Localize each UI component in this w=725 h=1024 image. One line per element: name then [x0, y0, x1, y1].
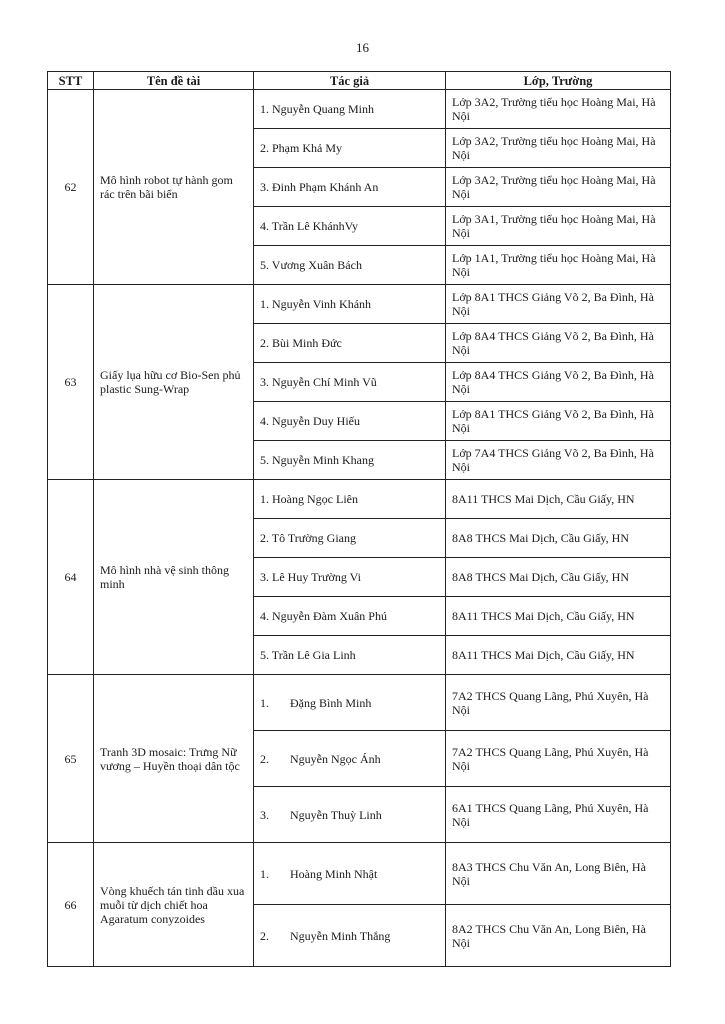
author-number: 3. [260, 807, 269, 822]
topic-cell: Giấy lụa hữu cơ Bio-Sen phủ plastic Sung-Wrap [94, 285, 254, 480]
school-cell: 8A3 THCS Chu Văn An, Long Biên, Hà Nội [446, 843, 671, 905]
header-author: Tác giả [254, 72, 446, 90]
table-row [48, 843, 671, 905]
table-row [48, 675, 671, 731]
author-cell [254, 731, 446, 787]
author-cell: 1. Hoàng Ngọc Liên [254, 480, 446, 519]
school-cell: 8A2 THCS Chu Văn An, Long Biên, Hà Nội [446, 905, 671, 967]
stt-cell: 62 [48, 90, 94, 285]
table-row [48, 480, 671, 519]
author-cell: 1. Nguyễn Vinh Khánh [254, 285, 446, 324]
author-cell: 4. Nguyễn Duy Hiếu [254, 402, 446, 441]
school-cell: 6A1 THCS Quang Lãng, Phú Xuyên, Hà Nội [446, 787, 671, 843]
author-cell [254, 787, 446, 843]
school-cell: Lớp 3A2, Trường tiểu học Hoàng Mai, Hà Nội [446, 90, 671, 129]
author-cell: 5. Nguyễn Minh Khang [254, 441, 446, 480]
school-cell: 8A11 THCS Mai Dịch, Cầu Giấy, HN [446, 597, 671, 636]
school-cell: Lớp 8A1 THCS Giảng Võ 2, Ba Đình, Hà Nội [446, 402, 671, 441]
school-cell: Lớp 8A1 THCS Giảng Võ 2, Ba Đình, Hà Nội [446, 285, 671, 324]
school-cell: Lớp 3A1, Trường tiểu học Hoàng Mai, Hà Nội [446, 207, 671, 246]
author-cell: 2. Tô Trường Giang [254, 519, 446, 558]
school-cell: Lớp 7A4 THCS Giảng Võ 2, Ba Đình, Hà Nội [446, 441, 671, 480]
author-cell: 3. Đinh Phạm Khánh An [254, 168, 446, 207]
header-topic: Tên đề tài [94, 72, 254, 90]
table-row [48, 285, 671, 324]
award-table [47, 71, 671, 967]
table-header-row [48, 72, 671, 90]
school-cell: Lớp 1A1, Trường tiểu học Hoàng Mai, Hà Nội [446, 246, 671, 285]
author-cell: 1. Nguyễn Quang Minh [254, 90, 446, 129]
author-name: Nguyễn Ngọc Ánh [290, 751, 381, 766]
author-number: 1. [260, 695, 269, 710]
school-cell: Lớp 8A4 THCS Giảng Võ 2, Ba Đình, Hà Nội [446, 324, 671, 363]
stt-cell: 66 [48, 843, 94, 967]
school-cell: Lớp 8A4 THCS Giảng Võ 2, Ba Đình, Hà Nội [446, 363, 671, 402]
header-stt: STT [48, 72, 94, 90]
author-name: Hoàng Minh Nhật [290, 866, 378, 881]
table-row [48, 90, 671, 129]
topic-cell: Mô hình robot tự hành gom rác trên bãi biển [94, 90, 254, 285]
author-cell: 4. Trần Lê KhánhVy [254, 207, 446, 246]
header-school: Lớp, Trường [446, 72, 671, 90]
topic-cell: Tranh 3D mosaic: Trưng Nữ vương – Huyền thoại dân tộc [94, 675, 254, 843]
school-cell: 8A8 THCS Mai Dịch, Cầu Giấy, HN [446, 519, 671, 558]
author-cell: 3. Nguyễn Chí Minh Vũ [254, 363, 446, 402]
stt-cell: 63 [48, 285, 94, 480]
author-cell: 2. Phạm Khả My [254, 129, 446, 168]
school-cell: Lớp 3A2, Trường tiểu học Hoàng Mai, Hà Nội [446, 129, 671, 168]
page-number: 16 [356, 40, 369, 55]
author-cell: 5. Trần Lê Gia Linh [254, 636, 446, 675]
author-number: 1. [260, 866, 269, 881]
topic-cell: Mô hình nhà vệ sinh thông minh [94, 480, 254, 675]
school-cell: 8A11 THCS Mai Dịch, Cầu Giấy, HN [446, 636, 671, 675]
school-cell: 8A11 THCS Mai Dịch, Cầu Giấy, HN [446, 480, 671, 519]
author-cell [254, 905, 446, 967]
author-name: Đặng Bình Minh [290, 695, 372, 710]
school-cell: 7A2 THCS Quang Lãng, Phú Xuyên, Hà Nội [446, 675, 671, 731]
author-name: Nguyễn Minh Thắng [290, 928, 391, 943]
stt-cell: 65 [48, 675, 94, 843]
topic-cell: Vòng khuếch tán tinh dầu xua muỗi từ dịch chiết hoa Agaratum conyzoides [94, 843, 254, 967]
author-number: 2. [260, 928, 269, 943]
school-cell: 7A2 THCS Quang Lãng, Phú Xuyên, Hà Nội [446, 731, 671, 787]
author-cell: 3. Lê Huy Trường Vi [254, 558, 446, 597]
author-number: 2. [260, 751, 269, 766]
author-cell: 4. Nguyễn Đàm Xuân Phú [254, 597, 446, 636]
author-cell [254, 843, 446, 905]
stt-cell: 64 [48, 480, 94, 675]
author-cell: 5. Vương Xuân Bách [254, 246, 446, 285]
author-cell [254, 675, 446, 731]
author-cell: 2. Bùi Minh Đức [254, 324, 446, 363]
school-cell: 8A8 THCS Mai Dịch, Cầu Giấy, HN [446, 558, 671, 597]
school-cell: Lớp 3A2, Trường tiểu học Hoàng Mai, Hà Nội [446, 168, 671, 207]
author-name: Nguyễn Thuỳ Linh [290, 807, 382, 822]
